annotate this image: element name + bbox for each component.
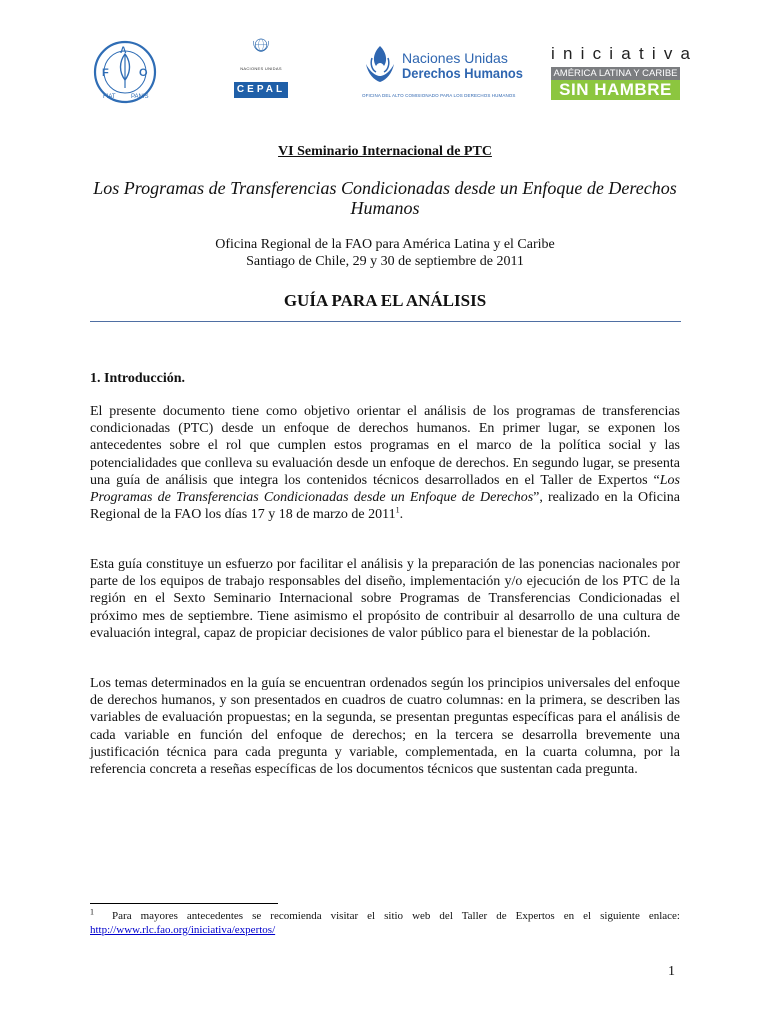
human-rights-hands-icon — [362, 42, 398, 84]
office-info — [0, 236, 770, 270]
un-caption: NACIONES UNIDAS — [240, 66, 282, 71]
fao-motto-right: PANIS — [131, 94, 149, 100]
ohchr-line2: Derechos Humanos — [402, 65, 523, 81]
footnote-number: 1 — [90, 907, 94, 917]
svg-text:F: F — [102, 67, 109, 79]
footnote-ref[interactable]: 1 — [395, 505, 400, 515]
iniciativa-sin-hambre: SIN HAMBRE — [551, 80, 680, 100]
footnote-divider — [90, 903, 278, 904]
guide-title: GUÍA PARA EL ANÁLISIS — [283, 291, 487, 310]
un-emblem-icon — [232, 38, 290, 68]
svg-text:A: A — [120, 45, 127, 55]
ohchr-line1: Naciones Unidas — [402, 50, 508, 66]
title-divider — [90, 321, 681, 322]
paragraph-1-text: El presente documento tiene como objetivo orientar el análisis de los programas de transferencias condicionadas (PTC) desde un enfoque de derechos humanos. En primer lugar, se exponen los antecedentes sobre el rol que cumplen estos programas en el marco de la política social y las potencialidades que conlleva su evaluación desde un enfoque de derechos. En segundo lugar, se presenta una guía de análisis que integra los contenidos técnicos desarrollados en el Taller de Expertos “ — [90, 404, 680, 488]
cepal-logo: CEPAL — [234, 82, 288, 98]
paragraph-1 — [90, 403, 680, 523]
iniciativa-region: AMÉRICA LATINA Y CARIBE — [551, 67, 680, 80]
footnote — [90, 909, 680, 937]
page-number: 1 — [668, 964, 675, 979]
footnote-link[interactable]: http://www.rlc.fao.org/iniciativa/expertos/ — [90, 924, 276, 936]
paragraph-1-end: . — [399, 507, 404, 523]
paragraph-3: Los temas determinados en la guía se encuentran ordenados según los principios universales del enfoque de derechos humanos, y son presentados en cuadros de cuatro columnas: en la primera, se describen las variables de evaluación propuestas; en la segunda, se presentan preguntas específicas para el análisis de cada variable en función del enfoque de derechos; en la tercera se desarrolla brevemente una justificación técnica para cada pregunta y variable, complementada, en la cuarta columna, por la referencia concreta a reseñas específicas de los documentos técnicos que sustentan cada pregunta. — [90, 676, 680, 778]
paragraph-2: Esta guía constituye un esfuerzo por facilitar el análisis y la preparación de las ponencias nacionales por parte de los equipos de trabajo responsables del diseño, implementación y/o ejecución de los PTC de la región en el Sexto Seminario Internacional sobre Programas de Transferencias Condicionadas el próximo mes de septiembre. Tiene asimismo el propósito de contribuir al desarrollo de una cultura de evaluación integral, capaz de propiciar decisiones de valor público para el bienestar de la población. — [90, 557, 680, 641]
svg-text:O: O — [139, 67, 148, 79]
document-title: Los Programas de Transferencias Condicionadas desde un Enfoque de Derechos Humanos — [93, 178, 677, 218]
fao-logo — [93, 40, 157, 104]
iniciativa-word: iniciativa — [551, 44, 699, 63]
paragraph-1-cont: ”, realizado en la Oficina Regional de la FAO los días 17 y 18 de marzo de 2011 — [90, 490, 681, 523]
section-heading: 1. Introducción. — [90, 371, 186, 386]
date-line: Santiago de Chile, 29 y 30 de septiembre de 2011 — [246, 254, 524, 269]
fao-motto-left: FIAT — [103, 94, 116, 100]
ohchr-line3: OFICINA DEL ALTO COMISIONADO PARA LOS DERECHOS HUMANOS — [362, 93, 516, 98]
office-line: Oficina Regional de la FAO para América Latina y el Caribe — [215, 237, 555, 252]
workshop-title: Los Programas de Transferencias Condicionadas desde un Enfoque de Derechos — [90, 472, 680, 506]
seminar-title: VI Seminario Internacional de PTC — [278, 144, 492, 159]
footnote-text: Para mayores antecedentes se recomienda visitar el sitio web del Taller de Expertos en el siguiente enlace: — [112, 910, 680, 922]
